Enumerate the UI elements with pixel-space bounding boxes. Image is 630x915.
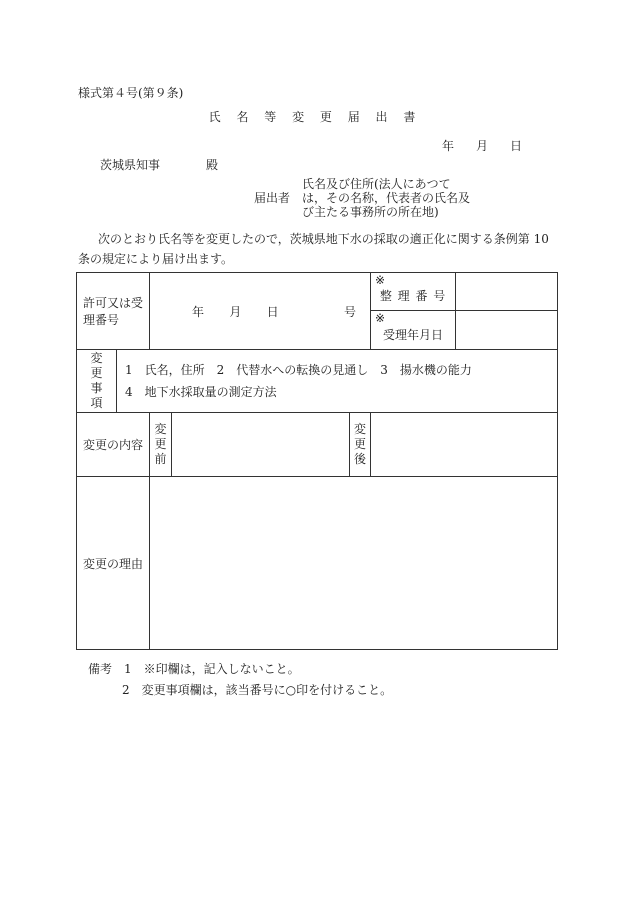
date-day: 日 bbox=[510, 139, 523, 153]
applicant-label: 届出者 bbox=[254, 191, 291, 205]
permit-day: 日 bbox=[266, 304, 279, 319]
after-label: 変 更 後 bbox=[350, 413, 371, 477]
seiri-number-label: 整 理 番 号 bbox=[379, 289, 447, 303]
change-content-label: 変更の内容 bbox=[77, 413, 150, 477]
permit-month: 月 bbox=[229, 304, 242, 319]
change-reason-label: 変更の理由 bbox=[77, 477, 150, 650]
applicant-description: 氏名及び住所(法人にあつては，その名称，代表者の氏名及び主たる事務所の所在地) bbox=[302, 177, 471, 219]
change-form-table bbox=[76, 272, 558, 650]
date-month: 月 bbox=[476, 139, 489, 153]
change-items-line-2: 4 地下水採取量の測定方法 bbox=[125, 385, 277, 399]
change-items-line-1: 1 氏名，住所 2 代替水への転換の見通し 3 揚水機の能力 bbox=[125, 363, 472, 377]
seiri-number-label-cell bbox=[371, 273, 456, 311]
addressee-name: 茨城県知事 bbox=[100, 158, 161, 172]
seiri-number-field[interactable] bbox=[456, 273, 558, 311]
before-label: 変 更 前 bbox=[150, 413, 172, 477]
juri-date-label: 受理年月日 bbox=[383, 327, 444, 342]
permit-number-field[interactable] bbox=[150, 273, 371, 350]
honorific: 殿 bbox=[206, 158, 219, 172]
permit-year: 年 bbox=[192, 304, 205, 319]
kome-mark: ※ bbox=[375, 311, 386, 325]
date-year: 年 bbox=[442, 139, 455, 153]
remark-2: 2 変更事項欄は，該当番号に○印を付けること。 bbox=[122, 683, 393, 697]
form-number: 様式第４号(第９条) bbox=[78, 86, 184, 100]
remarks-label: 備考 bbox=[88, 662, 113, 676]
after-field[interactable] bbox=[371, 413, 558, 477]
notification-text: 次のとおり氏名等を変更したので，茨城県地下水の採取の適正化に関する条例第 10 条の規定により届け出ます。 bbox=[78, 232, 549, 266]
juri-date-label-cell bbox=[371, 311, 456, 350]
remark-1: 1 ※印欄は，記入しないこと。 bbox=[124, 662, 300, 676]
change-reason-field[interactable] bbox=[150, 477, 558, 650]
remarks bbox=[88, 659, 392, 701]
permit-no: 号 bbox=[344, 304, 357, 319]
submission-date bbox=[442, 137, 522, 154]
change-items-options[interactable] bbox=[117, 350, 558, 413]
addressee bbox=[100, 156, 218, 173]
juri-date-field[interactable] bbox=[456, 311, 558, 350]
change-items-label: 変 更 事 項 bbox=[77, 350, 117, 413]
kome-mark: ※ bbox=[375, 273, 386, 287]
permit-number-label: 許可又は受理番号 bbox=[77, 273, 150, 350]
document-title: 氏 名 等 変 更 届 出 書 bbox=[208, 110, 422, 124]
before-field[interactable] bbox=[172, 413, 350, 477]
